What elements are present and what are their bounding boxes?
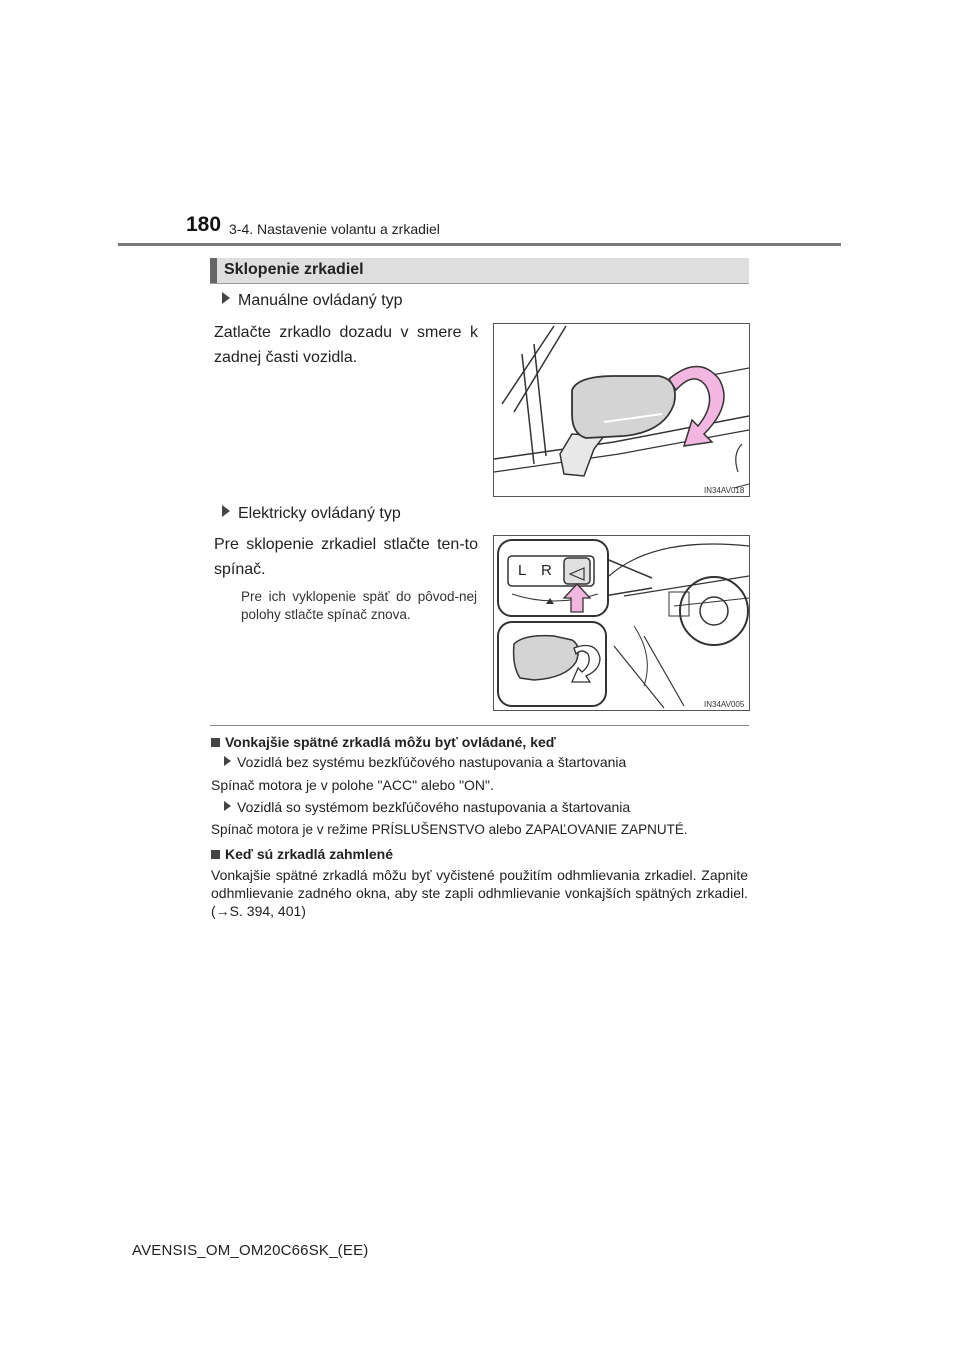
electric-note: Pre ich vyklopenie späť do pôvod-nej polohy stlačte spínač znova. <box>241 589 477 622</box>
manual-type-heading <box>222 292 403 310</box>
page-reference-link[interactable]: S. 394, 401) <box>229 903 306 919</box>
electric-type-heading <box>222 505 401 523</box>
section-title: Sklopenie zrkadiel <box>224 261 364 278</box>
section-heading-bar <box>210 258 217 283</box>
section-divider <box>210 725 749 726</box>
manual-type-label: Manuálne ovládaný typ <box>238 292 403 309</box>
info-sub-keyless-text: Vozidlá so systémom bezkľúčového nastupovania a štartovania <box>237 799 631 815</box>
electric-type-label: Elektricky ovládaný typ <box>238 505 401 522</box>
figure-code: IN34AV018 <box>704 486 745 495</box>
page-number: 180 <box>186 213 222 236</box>
figure-code: IN34AV005 <box>704 700 745 709</box>
electric-instruction: Pre sklopenie zrkadiel stlačte ten-to spínač. <box>214 536 478 578</box>
triangle-bullet-icon <box>224 801 231 811</box>
mirror-switch-figure <box>493 535 750 711</box>
info-heading-operation <box>211 734 556 750</box>
arrow-right-icon: → <box>215 903 230 919</box>
info-text-fog-body: Vonkajšie spätné zrkadlá môžu byť vyčistené použitím odhmlievania zrkadiel. Zapnite odhmlievanie zadného okna, aby ste zapli odhmlievanie vonkajších spätných zrkadiel. ( <box>211 867 748 919</box>
info-sub-no-keyless-text: Vozidlá bez systému bezkľúčového nastupovania a štartovania <box>237 754 627 770</box>
manual-mirror-illustration <box>494 324 749 496</box>
triangle-bullet-icon <box>222 292 230 304</box>
switch-illustration <box>494 536 749 710</box>
info-text-keyless: Spínač motora je v režime PRÍSLUŠENSTVO alebo ZAPAĽOVANIE ZAPNUTÉ. <box>211 822 688 837</box>
manual-instruction: Zatlačte zrkadlo dozadu v smere k zadnej časti vozidla. <box>214 324 478 366</box>
header-rule <box>118 243 841 246</box>
switch-label-left: L <box>518 562 527 579</box>
square-bullet-icon <box>211 850 220 859</box>
info-heading-operation-text: Vonkajšie spätné zrkadlá môžu byť ovládané, keď <box>225 734 556 750</box>
info-heading-fog <box>211 846 393 862</box>
square-bullet-icon <box>211 738 220 747</box>
triangle-bullet-icon <box>222 505 230 517</box>
info-sub-no-keyless <box>224 753 626 771</box>
chapter-title: 3-4. Nastavenie volantu a zrkadiel <box>229 221 440 237</box>
info-heading-fog-text: Keď sú zrkadlá zahmlené <box>225 846 394 862</box>
triangle-bullet-icon <box>224 756 231 766</box>
info-text-fog <box>211 866 748 920</box>
section-heading <box>210 258 749 284</box>
mirror-manual-figure <box>493 323 750 497</box>
info-text-no-keyless: Spínač motora je v polohe "ACC" alebo "ON". <box>211 777 494 793</box>
info-sub-keyless <box>224 798 630 816</box>
footer-document-code: AVENSIS_OM_OM20C66SK_(EE) <box>132 1242 369 1259</box>
switch-label-right: R <box>541 562 552 579</box>
